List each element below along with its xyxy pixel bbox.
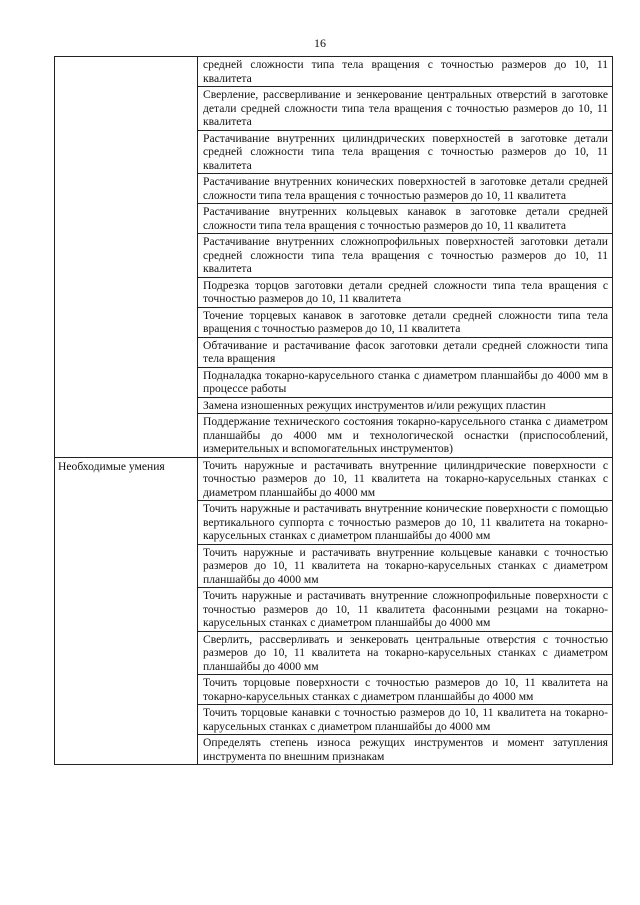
page-number: 16 [314, 36, 326, 50]
table-row: Растачивание внутренних сложнопрофильных поверхностей заготовки детали средней сложности типа тела вращения с точностью размеров до 10, 11 квалитета [198, 234, 612, 278]
table-row: Обтачивание и растачивание фасок заготовки детали средней сложности типа тела вращения [198, 338, 612, 368]
table-row: Подналадка токарно-карусельного станка с диаметром планшайбы до 4000 мм в процессе работы [198, 368, 612, 398]
table-row: Сверление, рассверливание и зенкерование центральных отверстий в заготовке детали средней сложности типа тела вращения с точностью размеров до 10, 11 квалитета [198, 87, 612, 131]
table-row: Точить торцовые канавки с точностью размеров до 10, 11 квалитета на токарно-карусельных станках с диаметром планшайбы до 4000 мм [198, 705, 612, 735]
table-row: Растачивание внутренних конических поверхностей в заготовке детали средней сложности типа тела вращения с точностью размеров до 10, 11 квалитета [198, 174, 612, 204]
section-label: Необходимые умения [55, 458, 198, 765]
section-label [55, 57, 198, 457]
table-row: Точить торцовые поверхности с точностью размеров до 10, 11 квалитета на токарно-карусельных станках с диаметром планшайбы до 4000 мм [198, 675, 612, 705]
section-rows [198, 57, 612, 457]
table-row: Сверлить, рассверливать и зенкеровать центральные отверстия с точностью размеров до 10, 11 квалитета на токарно-карусельных станках с диаметром планшайбы до 4000 мм [198, 632, 612, 676]
table-row: Определять степень износа режущих инструментов и момент затупления инструмента по внешним признакам [203, 736, 608, 763]
table-row: Растачивание внутренних цилиндрических поверхностей в заготовке детали средней сложности типа тела вращения с точностью размеров до 10, 11 квалитета [198, 131, 612, 175]
section-required-skills [54, 457, 613, 765]
table-row: Подрезка торцов заготовки детали средней сложности типа тела вращения с точностью размеров до 10, 11 квалитета [198, 278, 612, 308]
table-row: Растачивание внутренних кольцевых канавок в заготовке детали средней сложности типа тела вращения с точностью размеров до 10, 11 квалитета [198, 204, 612, 234]
table-row: Точить наружные и растачивать внутренние цилиндрические поверхности с точностью размеров до 10, 11 квалитета на токарно-карусельных станках с диаметром планшайбы до 4000 мм [198, 458, 612, 502]
table-row: Замена изношенных режущих инструментов и/или режущих пластин [198, 398, 612, 415]
table-row: Точить наружные и растачивать внутренние конические поверхности с помощью вертикального суппорта с точностью размеров до 10, 11 квалитета на токарно-карусельных станках с диаметром планшайбы до 4000 мм [198, 501, 612, 545]
table-row: средней сложности типа тела вращения с точностью размеров до 10, 11 квалитета [198, 57, 612, 87]
table-row: Точение торцевых канавок в заготовке детали средней сложности типа тела вращения с точностью размеров до 10, 11 квалитета [198, 308, 612, 338]
table-row: Поддержание технического состояния токарно-карусельного станка с диаметром планшайбы до 4000 мм и технологической оснастки (приспособлений, измерительных и вспомогательных инструментов) [203, 415, 608, 455]
table-row: Точить наружные и растачивать внутренние сложнопрофильные поверхности с точностью размеров до 10, 11 квалитета фасонными резцами на токарно-карусельных станках с диаметром планшайбы до 4000 мм [198, 588, 612, 632]
section-labor-actions [54, 57, 613, 457]
section-rows [198, 458, 612, 765]
competency-table [54, 56, 613, 765]
table-row: Точить наружные и растачивать внутренние кольцевые канавки с точностью размеров до 10, 11 квалитета на токарно-карусельных станках с диаметром планшайбы до 4000 мм [198, 545, 612, 589]
